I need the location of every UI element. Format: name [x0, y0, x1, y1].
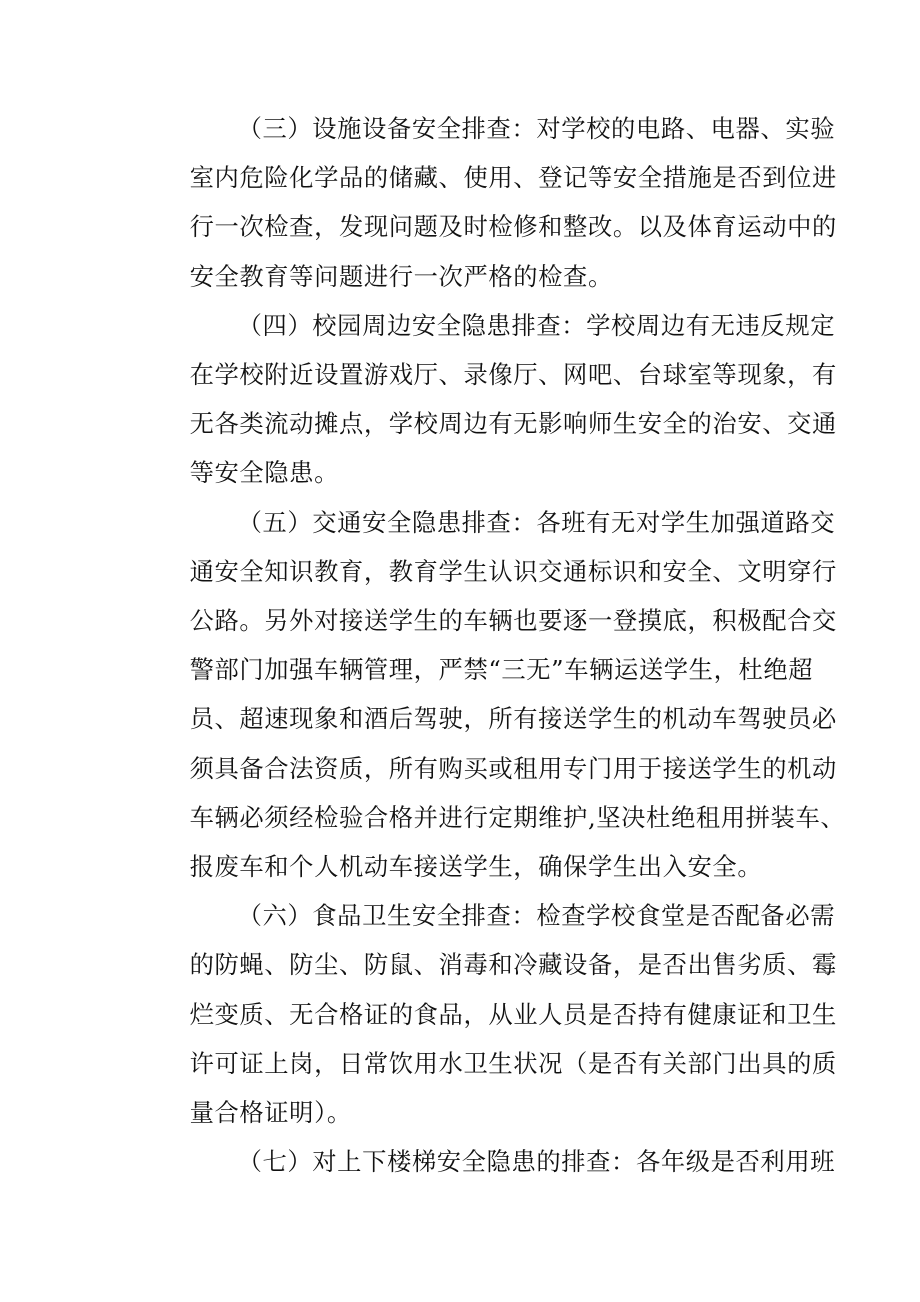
paragraph-stairs-safety-check [141, 1137, 836, 1186]
text-line: 员、超速现象和酒后驾驶，所有接送学生的机动车驾驶员必 [189, 704, 837, 734]
text-line: 行一次检查，发现问题及时检修和整改。以及体育运动中的 [189, 212, 837, 242]
text-line: 量合格证明）。 [189, 1098, 352, 1128]
text-line: 警部门加强车辆管理，严禁“三无”车辆运送学生，杜绝超 [189, 655, 814, 685]
text-line: 报废车和个人机动车接送学生，确保学生出入安全。 [189, 852, 763, 882]
text-line: 等安全隐患。 [189, 458, 339, 488]
text-line: （三）设施设备安全排查：对学校的电路、电器、实验 [237, 114, 836, 143]
text-line: （五）交通安全隐患排查：各班有无对学生加强道路交 [237, 507, 836, 537]
text-line: 公路。另外对接送学生的车辆也要逐一登摸底，积极配合交 [189, 606, 837, 636]
text-line: 室内危险化学品的储藏、使用、登记等安全措施是否到位进 [189, 163, 837, 193]
text-line: 无各类流动摊点，学校周边有无影响师生安全的治安、交通 [189, 409, 837, 439]
text-line: 安全教育等问题进行一次严格的检查。 [189, 261, 613, 291]
document-body [141, 104, 846, 1186]
text-line: 在学校附近设置游戏厅、录像厅、网吧、台球室等现象，有 [189, 360, 837, 390]
paragraph-facilities-check [141, 104, 837, 301]
text-line: 通安全知识教育，教育学生认识交通标识和安全、文明穿行 [189, 556, 837, 586]
paragraph-campus-surroundings-check [141, 301, 837, 498]
text-line: 车辆必须经检验合格并进行定期维护,坚决杜绝租用拼装车、 [189, 802, 846, 832]
text-line: （七）对上下楼梯安全隐患的排查：各年级是否利用班 [237, 1147, 836, 1177]
text-line: 的防蝇、防尘、防鼠、消毒和冷藏设备，是否出售劣质、霉 [189, 950, 837, 980]
text-line: 许可证上岗，日常饮用水卫生状况（是否有关部门出具的质 [189, 1048, 837, 1078]
text-line: 烂变质、无合格证的食品，从业人员是否持有健康证和卫生 [189, 999, 837, 1029]
text-line: （四）校园周边安全隐患排查：学校周边有无违反规定 [237, 310, 836, 340]
paragraph-food-hygiene-check [141, 891, 837, 1137]
text-line: （六）食品卫生安全排查：检查学校食堂是否配备必需 [237, 901, 836, 931]
paragraph-traffic-safety-check [141, 498, 846, 892]
text-line: 须具备合法资质，所有购买或租用专门用于接送学生的机动 [189, 753, 837, 783]
